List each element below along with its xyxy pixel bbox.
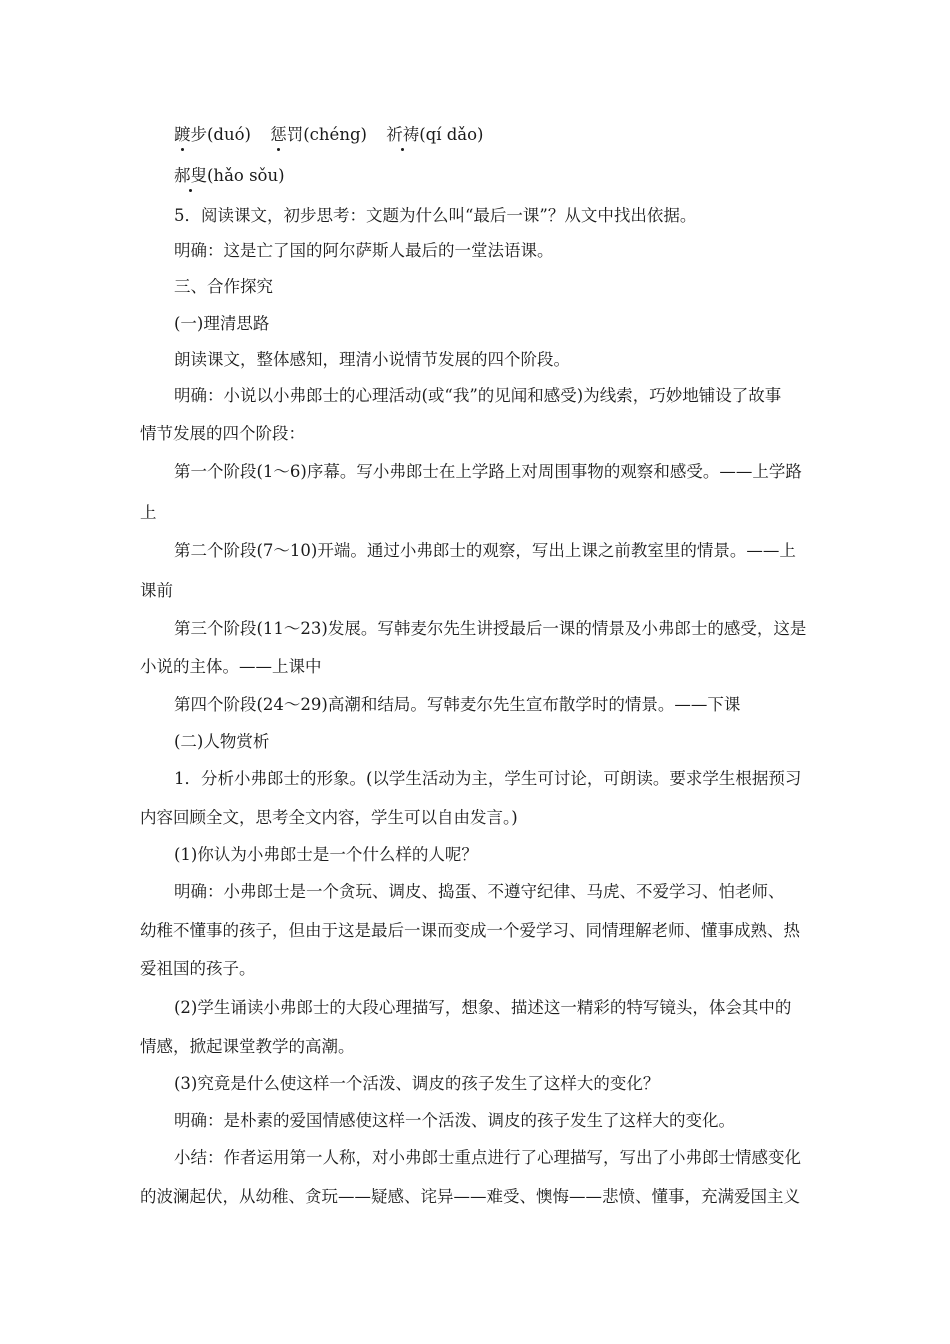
paragraph: 朗读课文，整体感知，理清小说情节发展的四个阶段。 (174, 350, 570, 369)
paragraph: 明确：小说以小弗郎士的心理活动(或“我”的见闻和感受)为线索，巧妙地铺设了故事 (174, 386, 782, 405)
paragraph-continued: 爱祖国的孩子。 (140, 959, 256, 978)
vocab-item: 祈祷(qí dǎo) (386, 125, 484, 144)
paragraph: 第一个阶段(1～6)序幕。写小弗郎士在上学路上对周围事物的观察和感受。——上学路 (174, 462, 802, 481)
paragraph-continued: 小说的主体。——上课中 (140, 657, 322, 676)
paragraph: 第二个阶段(7～10)开端。通过小弗郎士的观察，写出上课之前教室里的情景。——上 (174, 541, 796, 560)
paragraph-continued: 的波澜起伏，从幼稚、贪玩——疑感、诧异——难受、懊悔——悲愤、懂事，充满爱国主义 (140, 1187, 800, 1206)
paragraph-continued: 情节发展的四个阶段： (140, 424, 305, 443)
section-heading: 三、合作探究 (174, 277, 273, 296)
paragraph: 明确：这是亡了国的阿尔萨斯人最后的一堂法语课。 (174, 241, 554, 260)
vocab-item: 郝叟(hǎo sǒu) (174, 166, 285, 185)
vocab-line-2 (174, 165, 814, 187)
paragraph: (1)你认为小弗郎士是一个什么样的人呢？ (174, 845, 478, 864)
paragraph: 明确：小弗郎士是一个贪玩、调皮、捣蛋、不遵守纪律、马虎、不爱学习、怕老师、 (174, 882, 785, 901)
paragraph-continued: 课前 (140, 581, 173, 600)
subsection-heading: (二)人物赏析 (174, 732, 270, 751)
paragraph: 1．分析小弗郎士的形象。(以学生活动为主，学生可讨论，可朗读。要求学生根据预习 (174, 769, 802, 788)
subsection-heading: (一)理清思路 (174, 314, 270, 333)
paragraph-continued: 内容回顾全文，思考全文内容，学生可以自由发言。) (140, 808, 518, 827)
vocab-item: 惩罚(chéng) (270, 125, 367, 144)
vocab-item: 踱步(duó) (174, 125, 251, 144)
paragraph-continued: 上 (140, 503, 157, 522)
paragraph: (2)学生诵读小弗郎士的大段心理描写，想象、描述这一精彩的特写镜头，体会其中的 (174, 998, 792, 1017)
paragraph-continued: 幼稚不懂事的孩子，但由于这是最后一课而变成一个爱学习、同情理解老师、懂事成熟、热 (140, 921, 800, 940)
paragraph: 第三个阶段(11～23)发展。写韩麦尔先生讲授最后一课的情景及小弗郎士的感受，这是 (174, 619, 807, 638)
paragraph: 明确：是朴素的爱国情感使这样一个活泼、调皮的孩子发生了这样大的变化。 (174, 1111, 735, 1130)
paragraph: 第四个阶段(24～29)高潮和结局。写韩麦尔先生宣布散学时的情景。——下课 (174, 695, 741, 714)
paragraph: (3)究竟是什么使这样一个活泼、调皮的孩子发生了这样大的变化？ (174, 1074, 660, 1093)
paragraph: 小结：作者运用第一人称，对小弗郎士重点进行了心理描写，写出了小弗郎士情感变化 (174, 1148, 801, 1167)
vocab-line-1 (174, 124, 814, 146)
paragraph: 5．阅读课文，初步思考：文题为什么叫“最后一课”？从文中找出依据。 (174, 206, 697, 225)
paragraph-continued: 情感，掀起课堂教学的高潮。 (140, 1037, 355, 1056)
